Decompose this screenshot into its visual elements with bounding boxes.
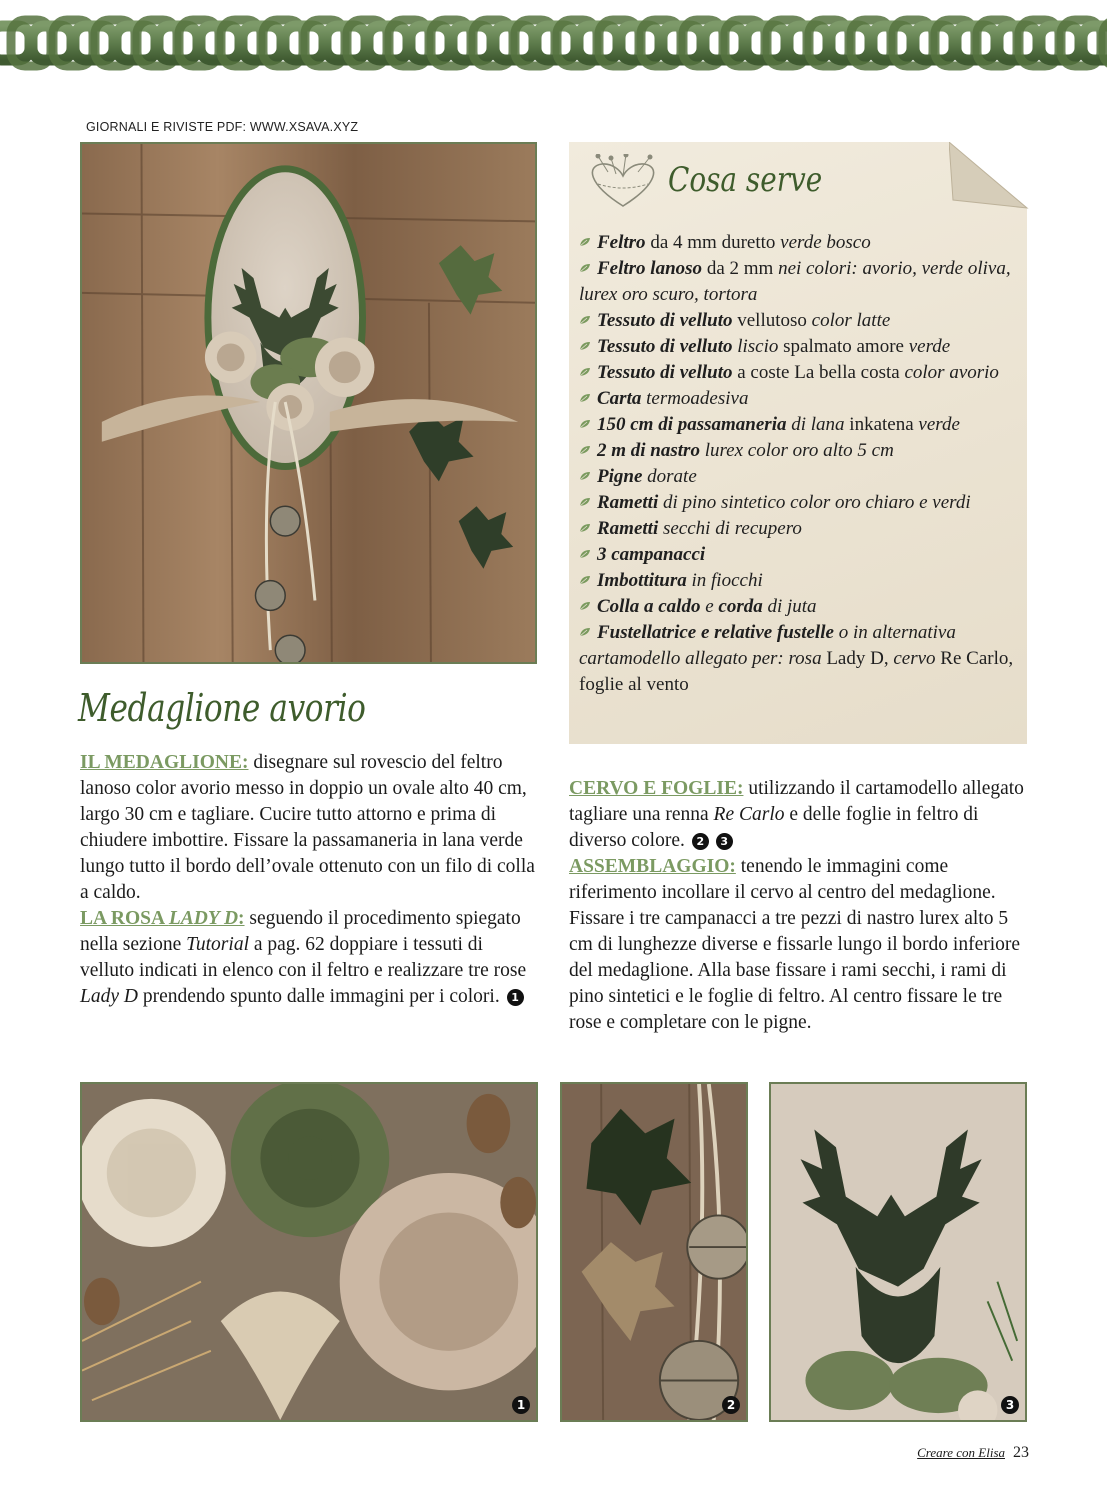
photo-ref-badge-1: 1 bbox=[507, 989, 524, 1006]
leaf-bullet-icon bbox=[579, 367, 591, 377]
photo-ref-badge-2: 2 bbox=[692, 833, 709, 850]
right-column-text bbox=[569, 776, 1027, 1036]
photo-ref-badge-3: 3 bbox=[716, 833, 733, 850]
photo-bells-leaves bbox=[560, 1082, 748, 1422]
leaf-bullet-icon bbox=[579, 601, 591, 611]
main-photo-medallion bbox=[80, 142, 537, 664]
photo-deer-head bbox=[769, 1082, 1027, 1422]
leaf-bullet-icon bbox=[579, 497, 591, 507]
cervo-heading: CERVO E FOGLIE: bbox=[569, 778, 744, 799]
assemblaggio-body: tenendo le immagini come riferimento incollare il cervo al centro del medaglione. Fissare i tre campanacci a tre pezzi di nastro lurex alto 5 cm di lunghezze diverse e fissarle lungo il bordo inferiore del medaglione. Alla base fissare i rami secchi, i rami di pino sintetici e le foglie di feltro. Al centro fissare le tre rose e completare con le pigne. bbox=[569, 856, 1021, 1033]
project-title: Medaglione avorio bbox=[78, 686, 366, 730]
materials-item: Imbottitura in fiocchi bbox=[579, 568, 1019, 594]
leaf-bullet-icon bbox=[579, 523, 591, 533]
rosa-heading: LA ROSA LADY D: bbox=[80, 908, 245, 929]
magazine-name: Creare con Elisa bbox=[917, 1445, 1005, 1460]
materials-item: 2 m di nastro lurex color oro alto 5 cm bbox=[579, 438, 1019, 464]
materials-item: Tessuto di velluto vellutoso color latte bbox=[579, 308, 1019, 334]
leaf-bullet-icon bbox=[579, 237, 591, 247]
left-column-text bbox=[80, 750, 538, 1010]
photo-number-3: 3 bbox=[1001, 1396, 1019, 1414]
medaglione-heading: IL MEDAGLIONE: bbox=[80, 752, 249, 773]
paper-fold-corner bbox=[949, 142, 1029, 210]
leaf-bullet-icon bbox=[579, 471, 591, 481]
materials-title: Cosa serve bbox=[668, 160, 823, 200]
leaf-bullet-icon bbox=[579, 575, 591, 585]
medaglione-body: disegnare sul rovescio del feltro lanoso color avorio messo in doppio un ovale alto 40 cm, largo 30 cm e tagliare. Cucire tutto attorno e prima di chiudere imbottire. Fissare la passamaneria in lana verde lungo tutto il bordo dell’ovale ottenuto con un filo di colla a caldo. bbox=[80, 752, 535, 903]
rosa-body: seguendo il procedimento spiegato nella sezione Tutorial a pag. 62 doppiare i tessuti di velluto indicati in elenco con il feltro e realizzare tre rose Lady D prendendo spunto dalle immagini per i colori. bbox=[80, 908, 527, 1007]
leaf-bullet-icon bbox=[579, 549, 591, 559]
chain-border-decoration bbox=[0, 0, 1107, 100]
leaf-bullet-icon bbox=[579, 341, 591, 351]
photo-number-2: 2 bbox=[722, 1396, 740, 1414]
materials-item: 3 campanacci bbox=[579, 542, 1019, 568]
materials-item: Colla a caldo e corda di juta bbox=[579, 594, 1019, 620]
materials-item: Pigne dorate bbox=[579, 464, 1019, 490]
photo-number-1: 1 bbox=[512, 1396, 530, 1414]
chain-link bbox=[1103, 20, 1107, 66]
materials-item: Feltro lanoso da 2 mm nei colori: avorio, verde oliva, lurex oro scuro, tortora bbox=[579, 258, 1011, 305]
leaf-bullet-icon bbox=[579, 419, 591, 429]
leaf-bullet-icon bbox=[579, 315, 591, 325]
leaf-bullet-icon bbox=[579, 263, 591, 273]
materials-item: Tessuto di velluto liscio spalmato amore verde bbox=[579, 334, 1019, 360]
page-footer bbox=[917, 1444, 1029, 1462]
materials-item: Fustellatrice e relative fustelle o in alternativa cartamodello allegato per: rosa Lady D, cervo Re Carlo, foglie al vento bbox=[579, 622, 1014, 695]
pincushion-heart-icon bbox=[578, 154, 668, 210]
leaf-bullet-icon bbox=[579, 627, 591, 637]
watermark: GIORNALI E RIVISTE PDF: WWW.XSAVA.XYZ bbox=[86, 120, 359, 134]
materials-item: Carta termoadesiva bbox=[579, 386, 1019, 412]
materials-item: Feltro da 4 mm duretto verde bosco bbox=[579, 230, 1019, 256]
materials-item: Rametti secchi di recupero bbox=[579, 516, 1019, 542]
materials-item: Rametti di pino sintetico color oro chiaro e verdi bbox=[579, 490, 1019, 516]
cervo-body: utilizzando il cartamodello allegato tagliare una renna Re Carlo e delle foglie in feltro di diverso colore. bbox=[569, 778, 1024, 851]
assemblaggio-heading: ASSEMBLAGGIO: bbox=[569, 856, 736, 877]
materials-list bbox=[579, 230, 1019, 698]
photo-roses-closeup bbox=[80, 1082, 538, 1422]
materials-item: 150 cm di passamaneria di lana inkatena verde bbox=[579, 412, 1019, 438]
page-number: 23 bbox=[1013, 1444, 1029, 1461]
materials-item: Tessuto di velluto a coste La bella costa color avorio bbox=[579, 360, 1019, 386]
leaf-bullet-icon bbox=[579, 393, 591, 403]
leaf-bullet-icon bbox=[579, 445, 591, 455]
